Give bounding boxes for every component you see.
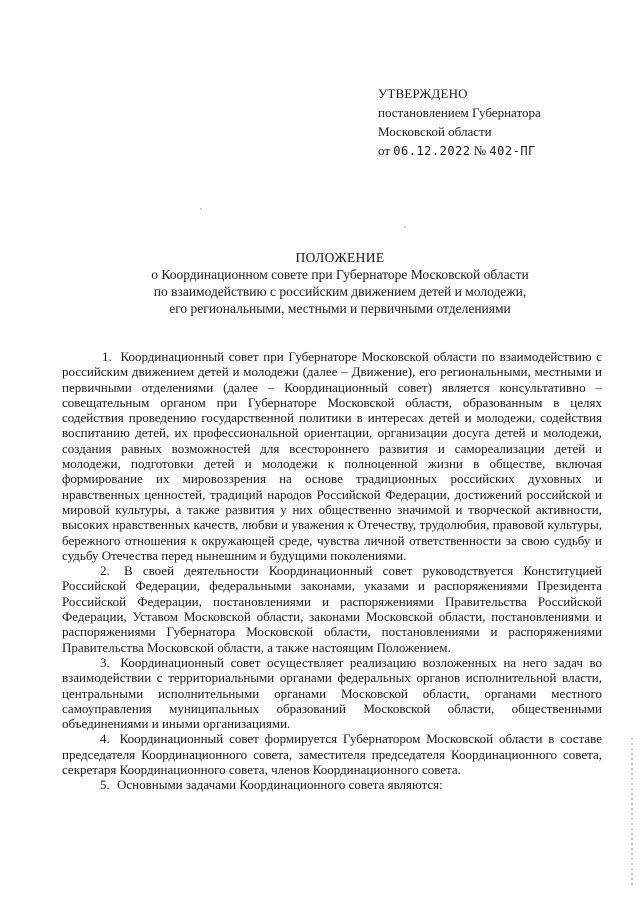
paragraph-number: 4. [100,731,110,747]
paragraph-number: 2. [100,563,110,579]
paragraph-text: Координационный совет при Губернаторе Московской области по взаимодействию с российским движением детей и молодежи (далее – Движение), его региональными, местными и первичными отделениями (далее – Координационный совет) является консультативно – совещательным органом при Губернаторе Московской области, образованным в целях содействия проведению государственной политики в интересах детей и молодежи, содействия воспитанию детей, их профессиональной ориентации, организации досуга детей и молодежи, создания равных возможностей для всестороннего развития и самореализации детей и молодежи, подготовки детей и молодежи к полноценной жизни в обществе, включая формирование их мировоззрения на основе традиционных российских духовных и нравственных ценностей, традиций народов Российской Федерации, достижений российской и мировой культуры, а также развития у них общественно значимой и творческой активности, высоких нравственных качеств, любви и уважения к Отечеству, трудолюбия, правовой культуры, бережного отношения к окружающей среде, чувства личной ответственности за свою судьбу и судьбу Отечества перед нынешним и будущими поколениями. [62,349,603,563]
paragraph-5 [62,777,602,792]
document-subtitle-line-3: его региональными, местными и первичными отделениями [169,301,511,316]
approval-line-1: постановлением Губернатора [378,105,541,120]
approval-number: 402-ПГ [489,144,536,158]
document-subtitle-line-2: по взаимодействию с российским движением детей и молодежи, [153,284,527,299]
paragraph-text: В своей деятельности Координационный совет руководствуется Конституцией Российской Федерации, федеральными законами, указами и распоряжениями Президента Российской Федерации, постановлениями и распоряжениями Правительства Российской Федерации, Уставом Московской области, законами Московской области, постановлениями и распоряжениями Губернатора Московской области, постановлениями и распоряжениями Правительства Московской области, а также настоящим Положением. [62,563,602,655]
document-title: ПОЛОЖЕНИЕ [295,250,385,265]
approval-date-line [378,141,541,161]
paragraph-number: 1. [102,349,112,364]
paragraph-1 [62,349,602,563]
document-body [62,349,602,793]
paragraph-3 [62,655,602,731]
approval-date-prefix: от [378,143,391,158]
approval-stamp [378,84,541,161]
paragraph-text: Основными задачами Координационного совета являются: [117,777,443,793]
paragraph-text: Координационный совет осуществляет реализацию возложенных на него задач во взаимодействии с территориальными органами федеральных органов исполнительной власти, центральными исполнительными органами Московской области, органами местного самоуправления муниципальных образований Московской области, общественными объединениями и иными организациями. [62,654,603,732]
approval-date: 06.12.2022 [393,144,471,158]
paragraph-number: 3. [100,654,110,670]
scan-speck [404,226,406,228]
document-title-block [60,249,620,317]
paragraph-number: 5. [100,777,110,793]
approval-number-sign: № [473,143,487,158]
approval-heading: УТВЕРЖДЕНО [378,86,468,101]
paragraph-text: Координационный совет формируется Губернатором Московской области в составе председателя Координационного совета, заместителя председателя Координационного совета, секретаря Координационного совета, членов Координационного совета. [62,731,602,778]
paragraph-2 [62,563,602,655]
paragraph-4 [62,731,602,777]
scan-edge-mark [631,738,633,888]
approval-line-2: Московской области [378,124,492,139]
document-subtitle-line-1: о Координационном совете при Губернаторе Московской области [151,267,529,282]
scan-speck [200,208,202,210]
